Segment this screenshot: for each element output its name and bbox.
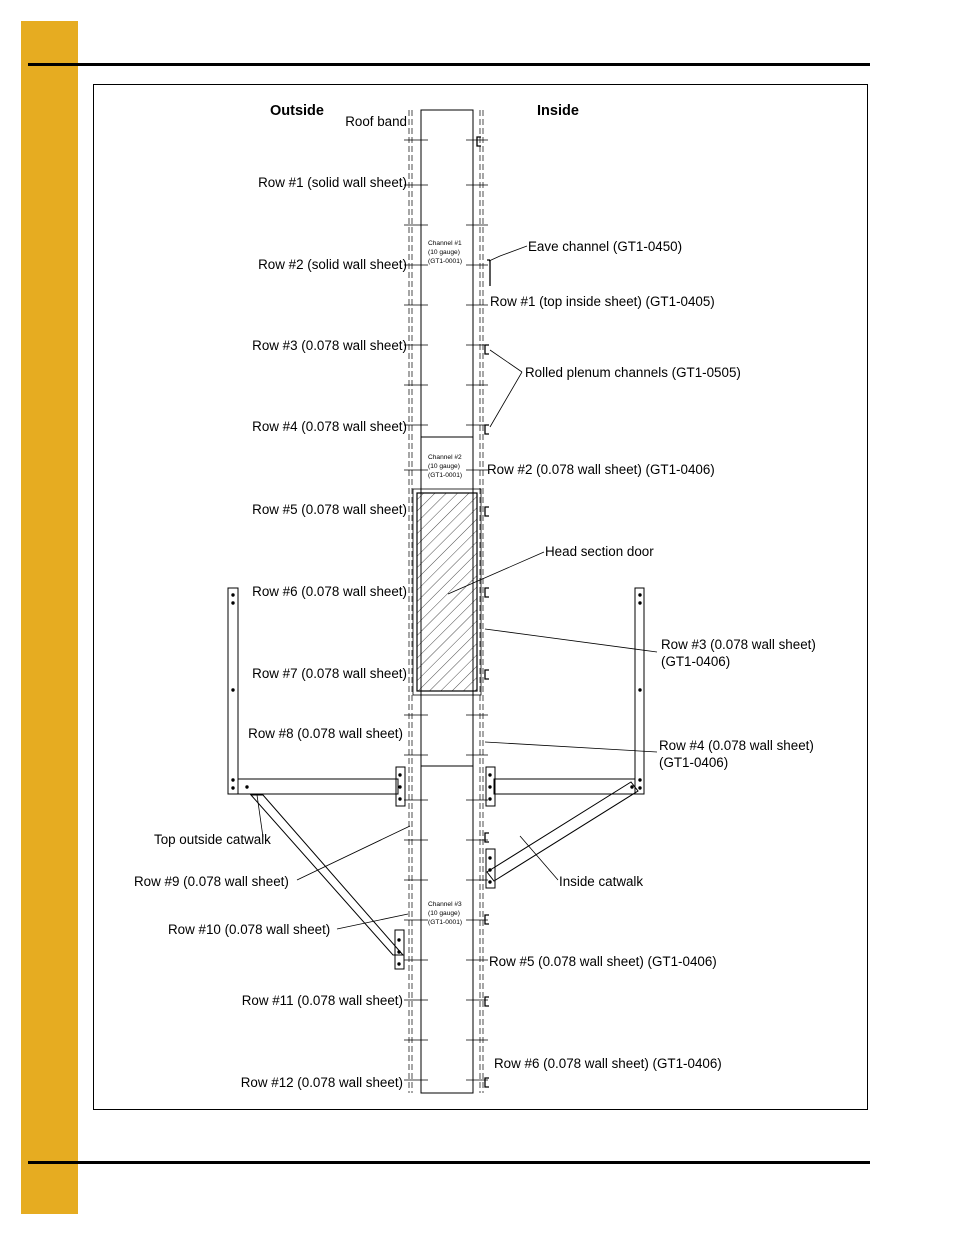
inside-labels [487, 239, 816, 1071]
outside-header: Outside [270, 103, 324, 119]
channel-3-part: (GT1-0001) [428, 919, 463, 926]
label-outside-row-11: Row #11 (0.078 wall sheet) [241, 993, 403, 1008]
inside-catwalk [486, 588, 644, 888]
channel-2-name: Channel #2 [428, 454, 462, 461]
outside-labels [134, 114, 407, 1090]
plenum-channel-brackets [477, 137, 489, 1087]
channel-1-name: Channel #1 [428, 240, 462, 247]
top-outside-catwalk [228, 588, 405, 969]
label-outside-row-5: Row #5 (0.078 wall sheet) [252, 502, 407, 517]
channel-2-part: (GT1-0001) [428, 472, 463, 479]
label-top-outside-catwalk: Top outside catwalk [154, 832, 271, 847]
label-outside-row-12: Row #12 (0.078 wall sheet) [240, 1075, 403, 1090]
label-inside-row-2: Row #2 (0.078 wall sheet) (GT1-0406) [487, 462, 715, 477]
label-roof-band: Roof band [345, 114, 407, 129]
label-outside-row-3: Row #3 (0.078 wall sheet) [252, 338, 407, 353]
channel-3-name: Channel #3 [428, 901, 462, 908]
head-section-door [413, 489, 481, 695]
channel-3-gauge: (10 gauge) [428, 910, 460, 917]
label-rolled-plenum-channels: Rolled plenum channels (GT1-0505) [525, 365, 741, 380]
channel-1-part: (GT1-0001) [428, 258, 463, 265]
label-outside-row-9: Row #9 (0.078 wall sheet) [134, 874, 289, 889]
label-inside-catwalk: Inside catwalk [559, 874, 644, 889]
label-inside-row-3-part: (GT1-0406) [661, 654, 731, 669]
label-inside-row-4-part: (GT1-0406) [659, 755, 729, 770]
label-outside-row-1: Row #1 (solid wall sheet) [258, 175, 407, 190]
inside-header: Inside [537, 103, 579, 119]
label-outside-row-4: Row #4 (0.078 wall sheet) [252, 419, 407, 434]
label-outside-row-10: Row #10 (0.078 wall sheet) [168, 922, 331, 937]
eave-channel [487, 260, 490, 286]
label-outside-row-7: Row #7 (0.078 wall sheet) [252, 666, 407, 681]
label-inside-row-4: Row #4 (0.078 wall sheet) [659, 738, 814, 753]
label-eave-channel: Eave channel (GT1-0450) [528, 239, 683, 254]
label-inside-row-1: Row #1 (top inside sheet) (GT1-0405) [490, 294, 715, 309]
label-outside-row-2: Row #2 (solid wall sheet) [258, 257, 407, 272]
channel-1-gauge: (10 gauge) [428, 249, 460, 256]
channel-2-gauge: (10 gauge) [428, 463, 460, 470]
label-inside-row-6: Row #6 (0.078 wall sheet) (GT1-0406) [494, 1056, 722, 1071]
label-inside-row-5: Row #5 (0.078 wall sheet) (GT1-0406) [489, 954, 717, 969]
label-inside-row-3: Row #3 (0.078 wall sheet) [661, 637, 816, 652]
label-outside-row-6: Row #6 (0.078 wall sheet) [252, 584, 407, 599]
label-head-section-door: Head section door [545, 544, 654, 559]
label-outside-row-8: Row #8 (0.078 wall sheet) [248, 726, 403, 741]
